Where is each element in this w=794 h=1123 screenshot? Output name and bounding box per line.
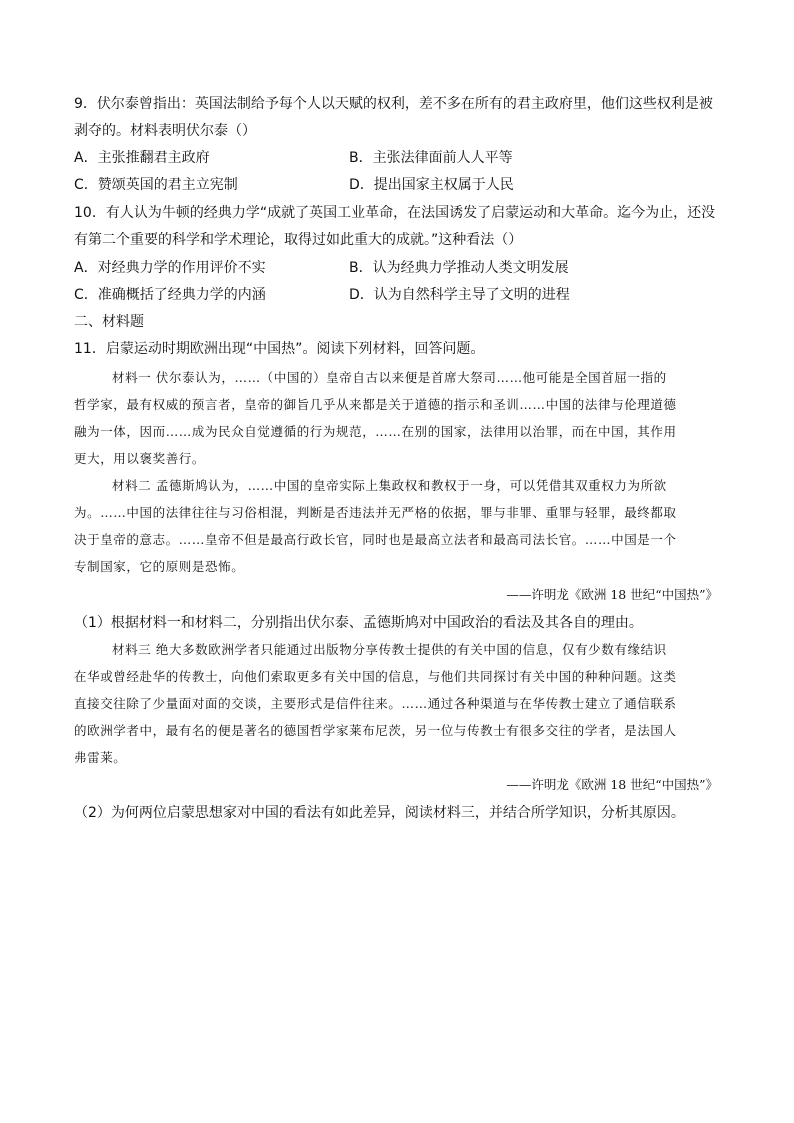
q10-option-b: B．认为经典力学推动人类文明发展 bbox=[349, 260, 569, 276]
q9-option-a: A．主张推翻君主政府 bbox=[74, 150, 210, 166]
q10-option-a: A．对经典力学的作用评价不实 bbox=[74, 260, 266, 276]
q10-stem-line1: 10．有人认为牛顿的经典力学“成就了英国工业革命，在法国诱发了启蒙运动和大革命。迄今为止，还没 bbox=[74, 205, 716, 221]
q11-subquestion-1: （1）根据材料一和材料二，分别指出伏尔泰、孟德斯鸠对中国政治的看法及其各自的理由。 bbox=[74, 615, 643, 631]
source-citation: ——许明龙《欧洲 18 世纪“中国热”》 bbox=[506, 587, 718, 602]
material3-line: 在华或曾经赴华的传教士，向他们索取更多有关中国的信息，与他们共同探讨有关中国的种种问题。这类 bbox=[74, 669, 677, 684]
q10-option-d: D．认为自然科学主导了文明的进程 bbox=[349, 287, 570, 303]
material2-line: 决于皇帝的意志。……皇帝不但是最高行政长官，同时也是最高立法者和最高司法长官。……中国是一个 bbox=[74, 532, 677, 547]
q9-option-d: D．提出国家主权属于人民 bbox=[349, 177, 514, 193]
q11-stem: 11．启蒙运动时期欧洲出现“中国热”。阅读下列材料，回答问题。 bbox=[74, 341, 485, 357]
material1-line: 更大，用以褒奖善行。 bbox=[74, 451, 206, 466]
q9-stem-line1: 9．伏尔泰曾指出：英国法制给予每个人以天赋的权利，差不多在所有的君主政府里，他们这些权利是被 bbox=[74, 96, 713, 112]
q9-option-c: C．赞颂英国的君主立宪制 bbox=[74, 177, 238, 193]
material1-line: 材料一 伏尔泰认为，……（中国的）皇帝自古以来便是首席大祭司……他可能是全国首屈一指的 bbox=[112, 370, 667, 385]
material3-line: 直接交往除了少量面对面的交谈，主要形式是信件往来。……通过各种渠道与在华传教士建立了通信联系 bbox=[74, 696, 677, 711]
q10-stem-line2: 有第二个重要的科学和学术理论，取得过如此重大的成就。”这种看法（） bbox=[74, 232, 523, 248]
q9-stem-line2: 剥夺的。材料表明伏尔泰（） bbox=[74, 123, 256, 139]
material2-line: 专制国家，它的原则是恐怖。 bbox=[74, 559, 245, 574]
material2-line: 材料二 孟德斯鸠认为，……中国的皇帝实际上集政权和教权于一身，可以凭借其双重权力为所欲 bbox=[112, 478, 667, 493]
material1-line: 哲学家，最有权威的预言者，皇帝的御旨几乎从来都是关于道德的指示和圣训……中国的法律与伦理道德 bbox=[74, 397, 677, 412]
material3-line: 的欧洲学者中，最有名的便是著名的德国哲学家莱布尼茨，另一位与传教士有很多交往的学者，是法国人 bbox=[74, 723, 677, 738]
q10-option-c: C．准确概括了经典力学的内涵 bbox=[74, 287, 266, 303]
q11-subquestion-2: （2）为何两位启蒙思想家对中国的看法有如此差异，阅读材料三，并结合所学知识，分析其原因。 bbox=[74, 805, 685, 821]
source-citation: ——许明龙《欧洲 18 世纪“中国热”》 bbox=[506, 777, 718, 792]
material3-line: 弗雷莱。 bbox=[74, 750, 127, 765]
material3-line: 材料三 绝大多数欧洲学者只能通过出版物分享传教士提供的有关中国的信息，仅有少数有缘结识 bbox=[112, 642, 667, 657]
material1-line: 融为一体，因而……成为民众自觉遵循的行为规范，……在别的国家，法律用以治罪，而在中国，其作用 bbox=[74, 424, 677, 439]
q9-option-b: B．主张法律面前人人平等 bbox=[349, 150, 513, 166]
material2-line: 为。……中国的法律往往与习俗相混，判断是否违法并无严格的依据，罪与非罪、重罪与轻罪，最终都取 bbox=[74, 505, 677, 520]
section-title: 二、材料题 bbox=[74, 314, 144, 330]
